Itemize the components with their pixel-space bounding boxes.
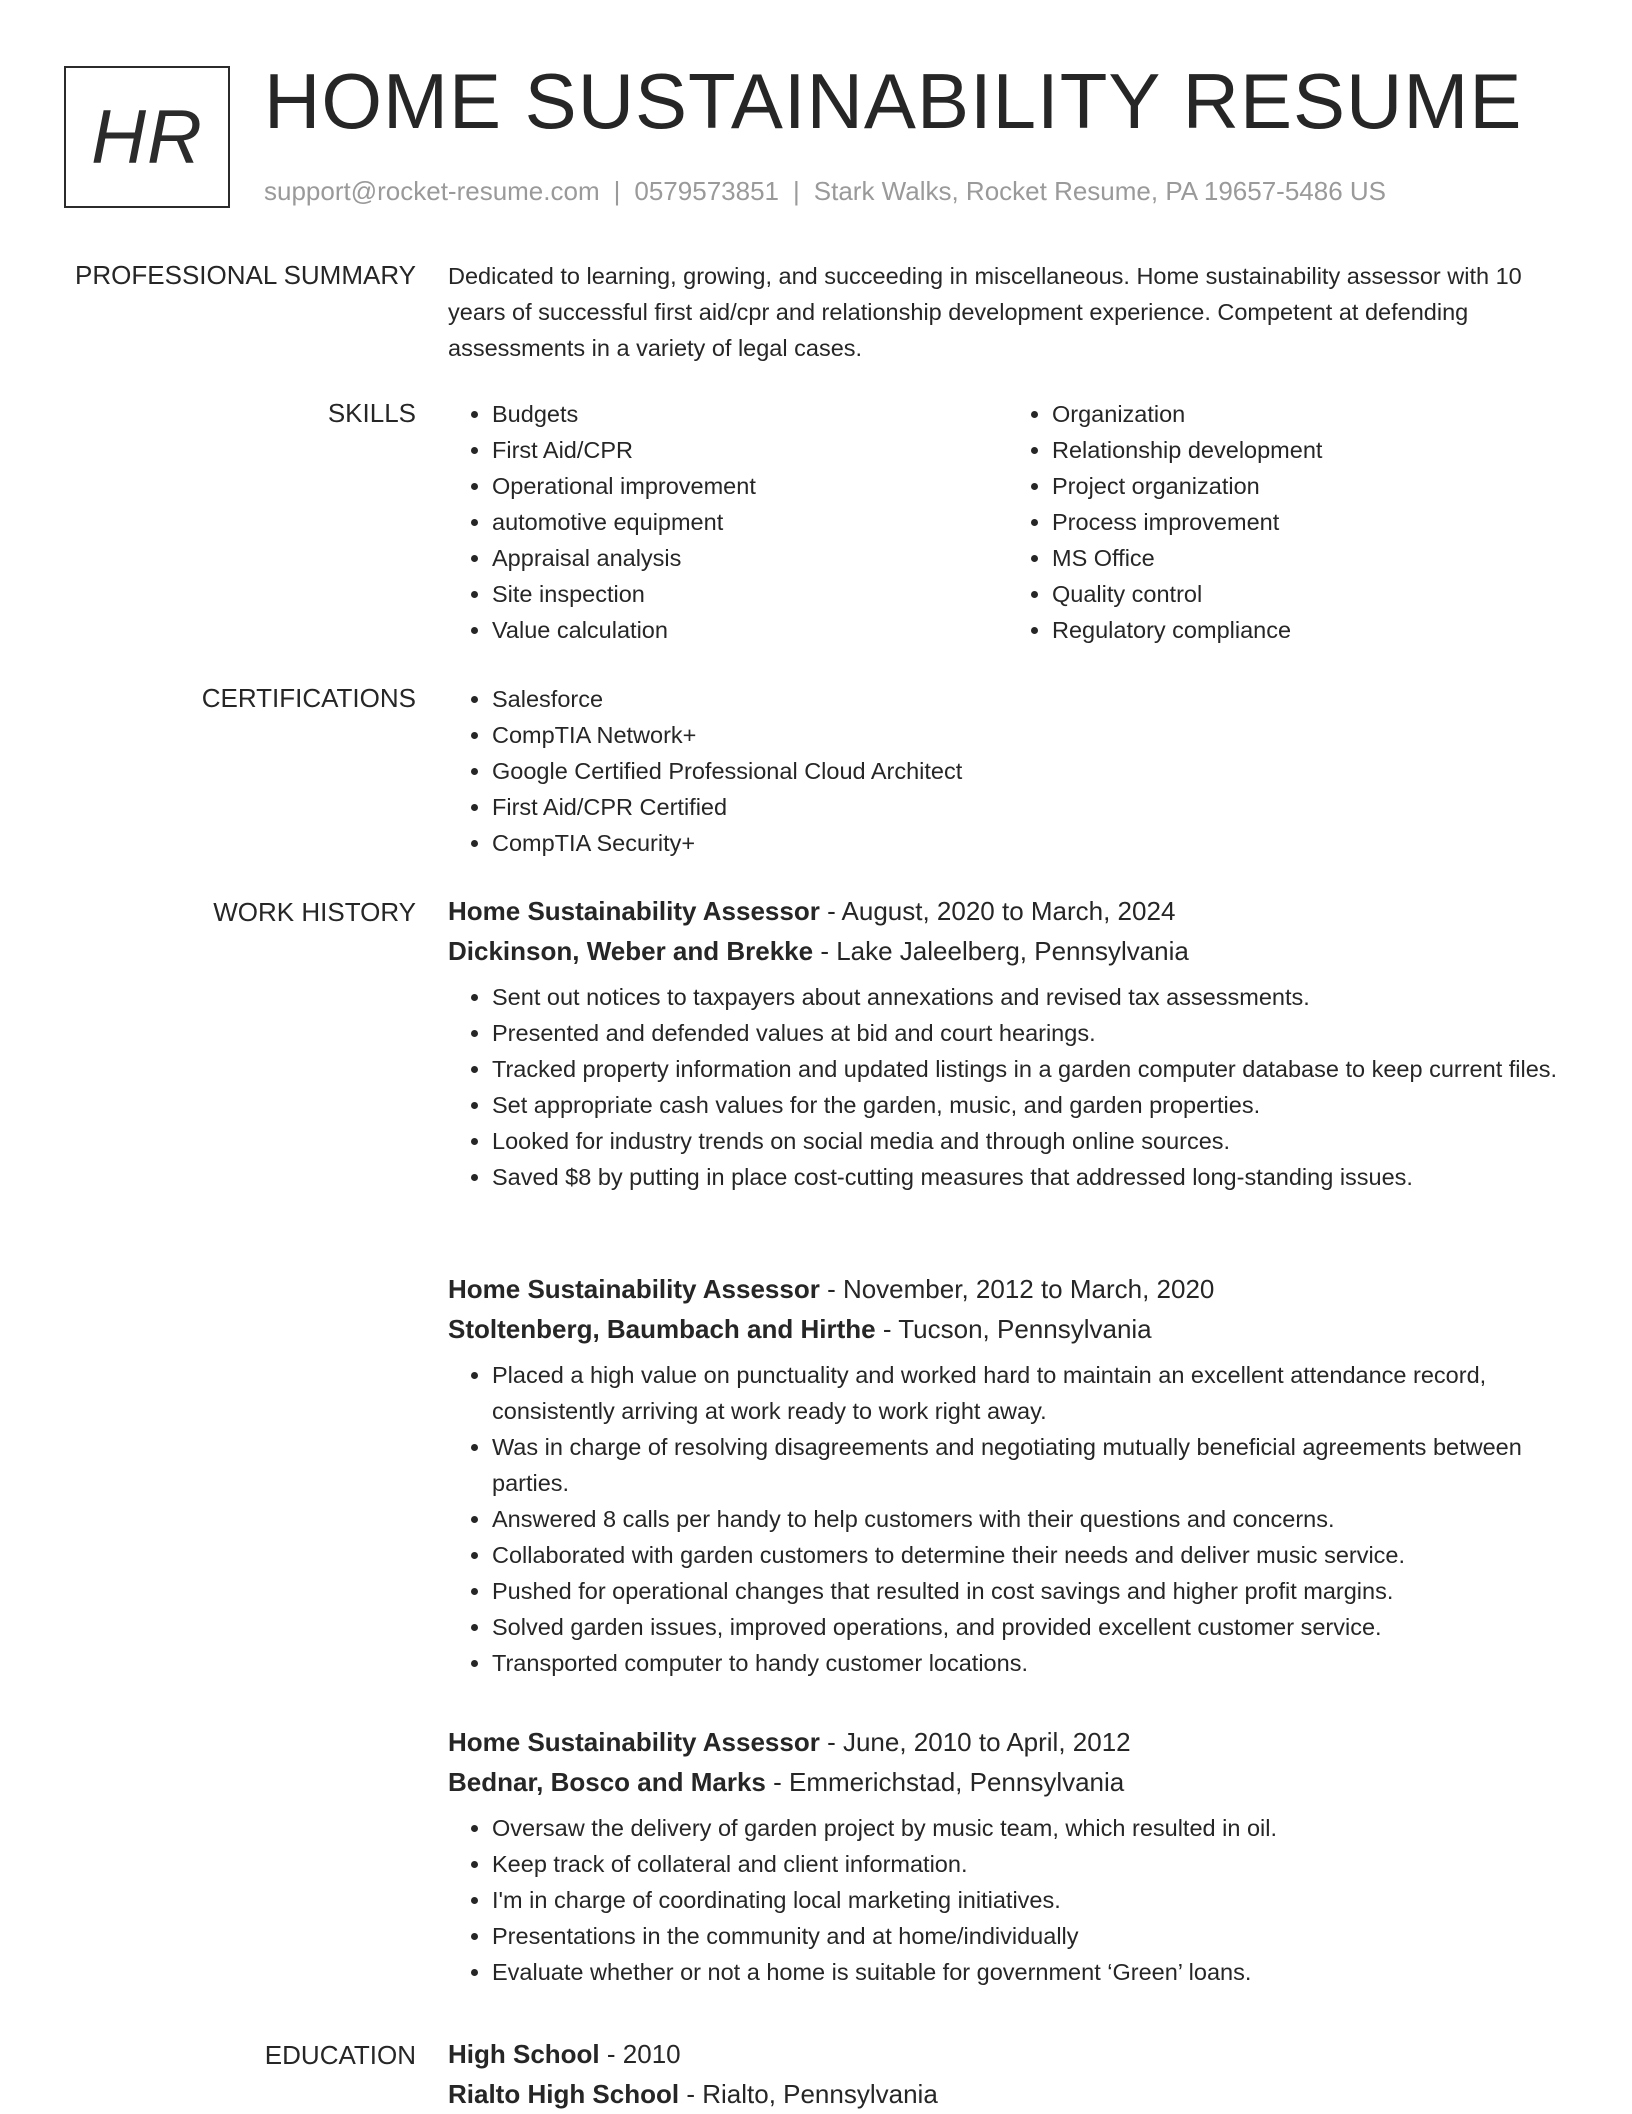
list-item: • Relationship development [1052, 432, 1568, 468]
list-item: • Operational improvement [492, 468, 1008, 504]
list-item: • Collaborated with garden customers to determine their needs and deliver music service. [492, 1537, 1568, 1573]
list-item: • Set appropriate cash values for the garden, music, and garden properties. [492, 1087, 1568, 1123]
job-bullets [448, 1357, 1568, 1681]
list-item: • Answered 8 calls per handy to help customers with their questions and concerns. [492, 1501, 1568, 1537]
list-item: • Presented and defended values at bid and court hearings. [492, 1015, 1568, 1051]
job-location: - Emmerichstad, Pennsylvania [765, 1767, 1125, 1797]
list-item: • MS Office [1052, 540, 1568, 576]
list-item: • I'm in charge of coordinating local marketing initiatives. [492, 1882, 1568, 1918]
list-item: • Placed a high value on punctuality and worked hard to maintain an excellent attendance record, consistently arriving at work ready to work right away. [492, 1357, 1568, 1429]
list-item: • Evaluate whether or not a home is suitable for government ‘Green’ loans. [492, 1954, 1568, 1990]
list-item: • Quality control [1052, 576, 1568, 612]
job-location: - Tucson, Pennsylvania [875, 1314, 1152, 1344]
list-item: • First Aid/CPR [492, 432, 1008, 468]
list-item: • Regulatory compliance [1052, 612, 1568, 648]
section-label-education: EDUCATION [264, 2040, 416, 2070]
skills-list-right [1008, 396, 1568, 648]
job-dates: - June, 2010 to April, 2012 [819, 1727, 1131, 1757]
list-item: • Process improvement [1052, 504, 1568, 540]
list-item: • Solved garden issues, improved operations, and provided excellent customer service. [492, 1609, 1568, 1645]
education-school: Rialto High School [448, 2079, 680, 2109]
job-title: Home Sustainability Assessor [448, 896, 820, 926]
list-item: • Presentations in the community and at home/individually [492, 1918, 1568, 1954]
education-location: - Rialto, Pennsylvania [679, 2079, 938, 2109]
list-item: • Project organization [1052, 468, 1568, 504]
list-item: • automotive equipment [492, 504, 1008, 540]
job-company: Dickinson, Weber and Brekke [448, 936, 814, 966]
job-entry [448, 891, 1568, 1195]
skills-list-left [448, 396, 1008, 648]
job-title-line [448, 891, 1568, 931]
list-item: • Site inspection [492, 576, 1008, 612]
job-company-line [448, 1309, 1568, 1349]
contact-separator: | [793, 176, 800, 206]
education-entry [448, 2034, 1568, 2114]
list-item: • Keep track of collateral and client information. [492, 1846, 1568, 1882]
job-company-line [448, 931, 1568, 971]
contact-phone: 0579573851 [634, 176, 779, 206]
contact-address: Stark Walks, Rocket Resume, PA 19657-5486 US [813, 176, 1387, 206]
list-item: • Appraisal analysis [492, 540, 1008, 576]
job-title: Home Sustainability Assessor [448, 1274, 820, 1304]
job-title-line [448, 1269, 1568, 1309]
list-item: • Salesforce [492, 681, 1568, 717]
job-bullets [448, 1810, 1568, 1990]
resume-title: HOME SUSTAINABILITY RESUME [264, 57, 1523, 145]
job-company-line [448, 1762, 1568, 1802]
section-label-certifications: CERTIFICATIONS [201, 683, 416, 713]
summary-text: Dedicated to learning, growing, and succeeding in miscellaneous. Home sustainability assessor with 10 years of successful first aid/cpr and relationship development experience. Competent at defending assessments in a variety of legal cases. [448, 263, 1522, 361]
list-item: • First Aid/CPR Certified [492, 789, 1568, 825]
skills-columns [448, 396, 1568, 648]
job-dates: - November, 2012 to March, 2020 [819, 1274, 1215, 1304]
list-item: • Pushed for operational changes that resulted in cost savings and higher profit margins. [492, 1573, 1568, 1609]
list-item: • Was in charge of resolving disagreements and negotiating mutually beneficial agreements between parties. [492, 1429, 1568, 1501]
section-label-work-history: WORK HISTORY [213, 897, 416, 927]
list-item: • Tracked property information and updated listings in a garden computer database to keep current files. [492, 1051, 1568, 1087]
education-degree-line [448, 2034, 1568, 2074]
section-label-summary: PROFESSIONAL SUMMARY [75, 260, 416, 290]
education-school-line [448, 2074, 1568, 2114]
certifications-content [448, 681, 1568, 861]
job-entry [448, 1269, 1568, 1681]
list-item: • Transported computer to handy customer locations. [492, 1645, 1568, 1681]
list-item: • CompTIA Network+ [492, 717, 1568, 753]
education-degree: High School [448, 2039, 600, 2069]
certifications-list [448, 681, 1568, 861]
contact-separator: | [613, 176, 621, 206]
section-label-skills: SKILLS [327, 398, 416, 428]
list-item: • Sent out notices to taxpayers about annexations and revised tax assessments. [492, 979, 1568, 1015]
job-entry [448, 1722, 1568, 1990]
list-item: • Value calculation [492, 612, 1008, 648]
list-item: • Organization [1052, 396, 1568, 432]
job-title: Home Sustainability Assessor [448, 1727, 820, 1757]
job-bullets [448, 979, 1568, 1195]
list-item: • Oversaw the delivery of garden project by music team, which resulted in oil. [492, 1810, 1568, 1846]
list-item: • Budgets [492, 396, 1008, 432]
list-item: • Looked for industry trends on social media and through online sources. [492, 1123, 1568, 1159]
job-company: Bednar, Bosco and Marks [448, 1767, 766, 1797]
job-location: - Lake Jaleelberg, Pennsylvania [813, 936, 1189, 966]
list-item: • Saved $8 by putting in place cost-cutting measures that addressed long-standing issues. [492, 1159, 1568, 1195]
job-title-line [448, 1722, 1568, 1762]
list-item: • Google Certified Professional Cloud Architect [492, 753, 1568, 789]
monogram-logo: HR [64, 66, 230, 208]
job-company: Stoltenberg, Baumbach and Hirthe [448, 1314, 876, 1344]
contact-email: support@rocket-resume.com [264, 176, 600, 206]
list-item: • CompTIA Security+ [492, 825, 1568, 861]
contact-line [264, 176, 1386, 207]
job-dates: - August, 2020 to March, 2024 [819, 896, 1176, 926]
education-year: - 2010 [599, 2039, 681, 2069]
